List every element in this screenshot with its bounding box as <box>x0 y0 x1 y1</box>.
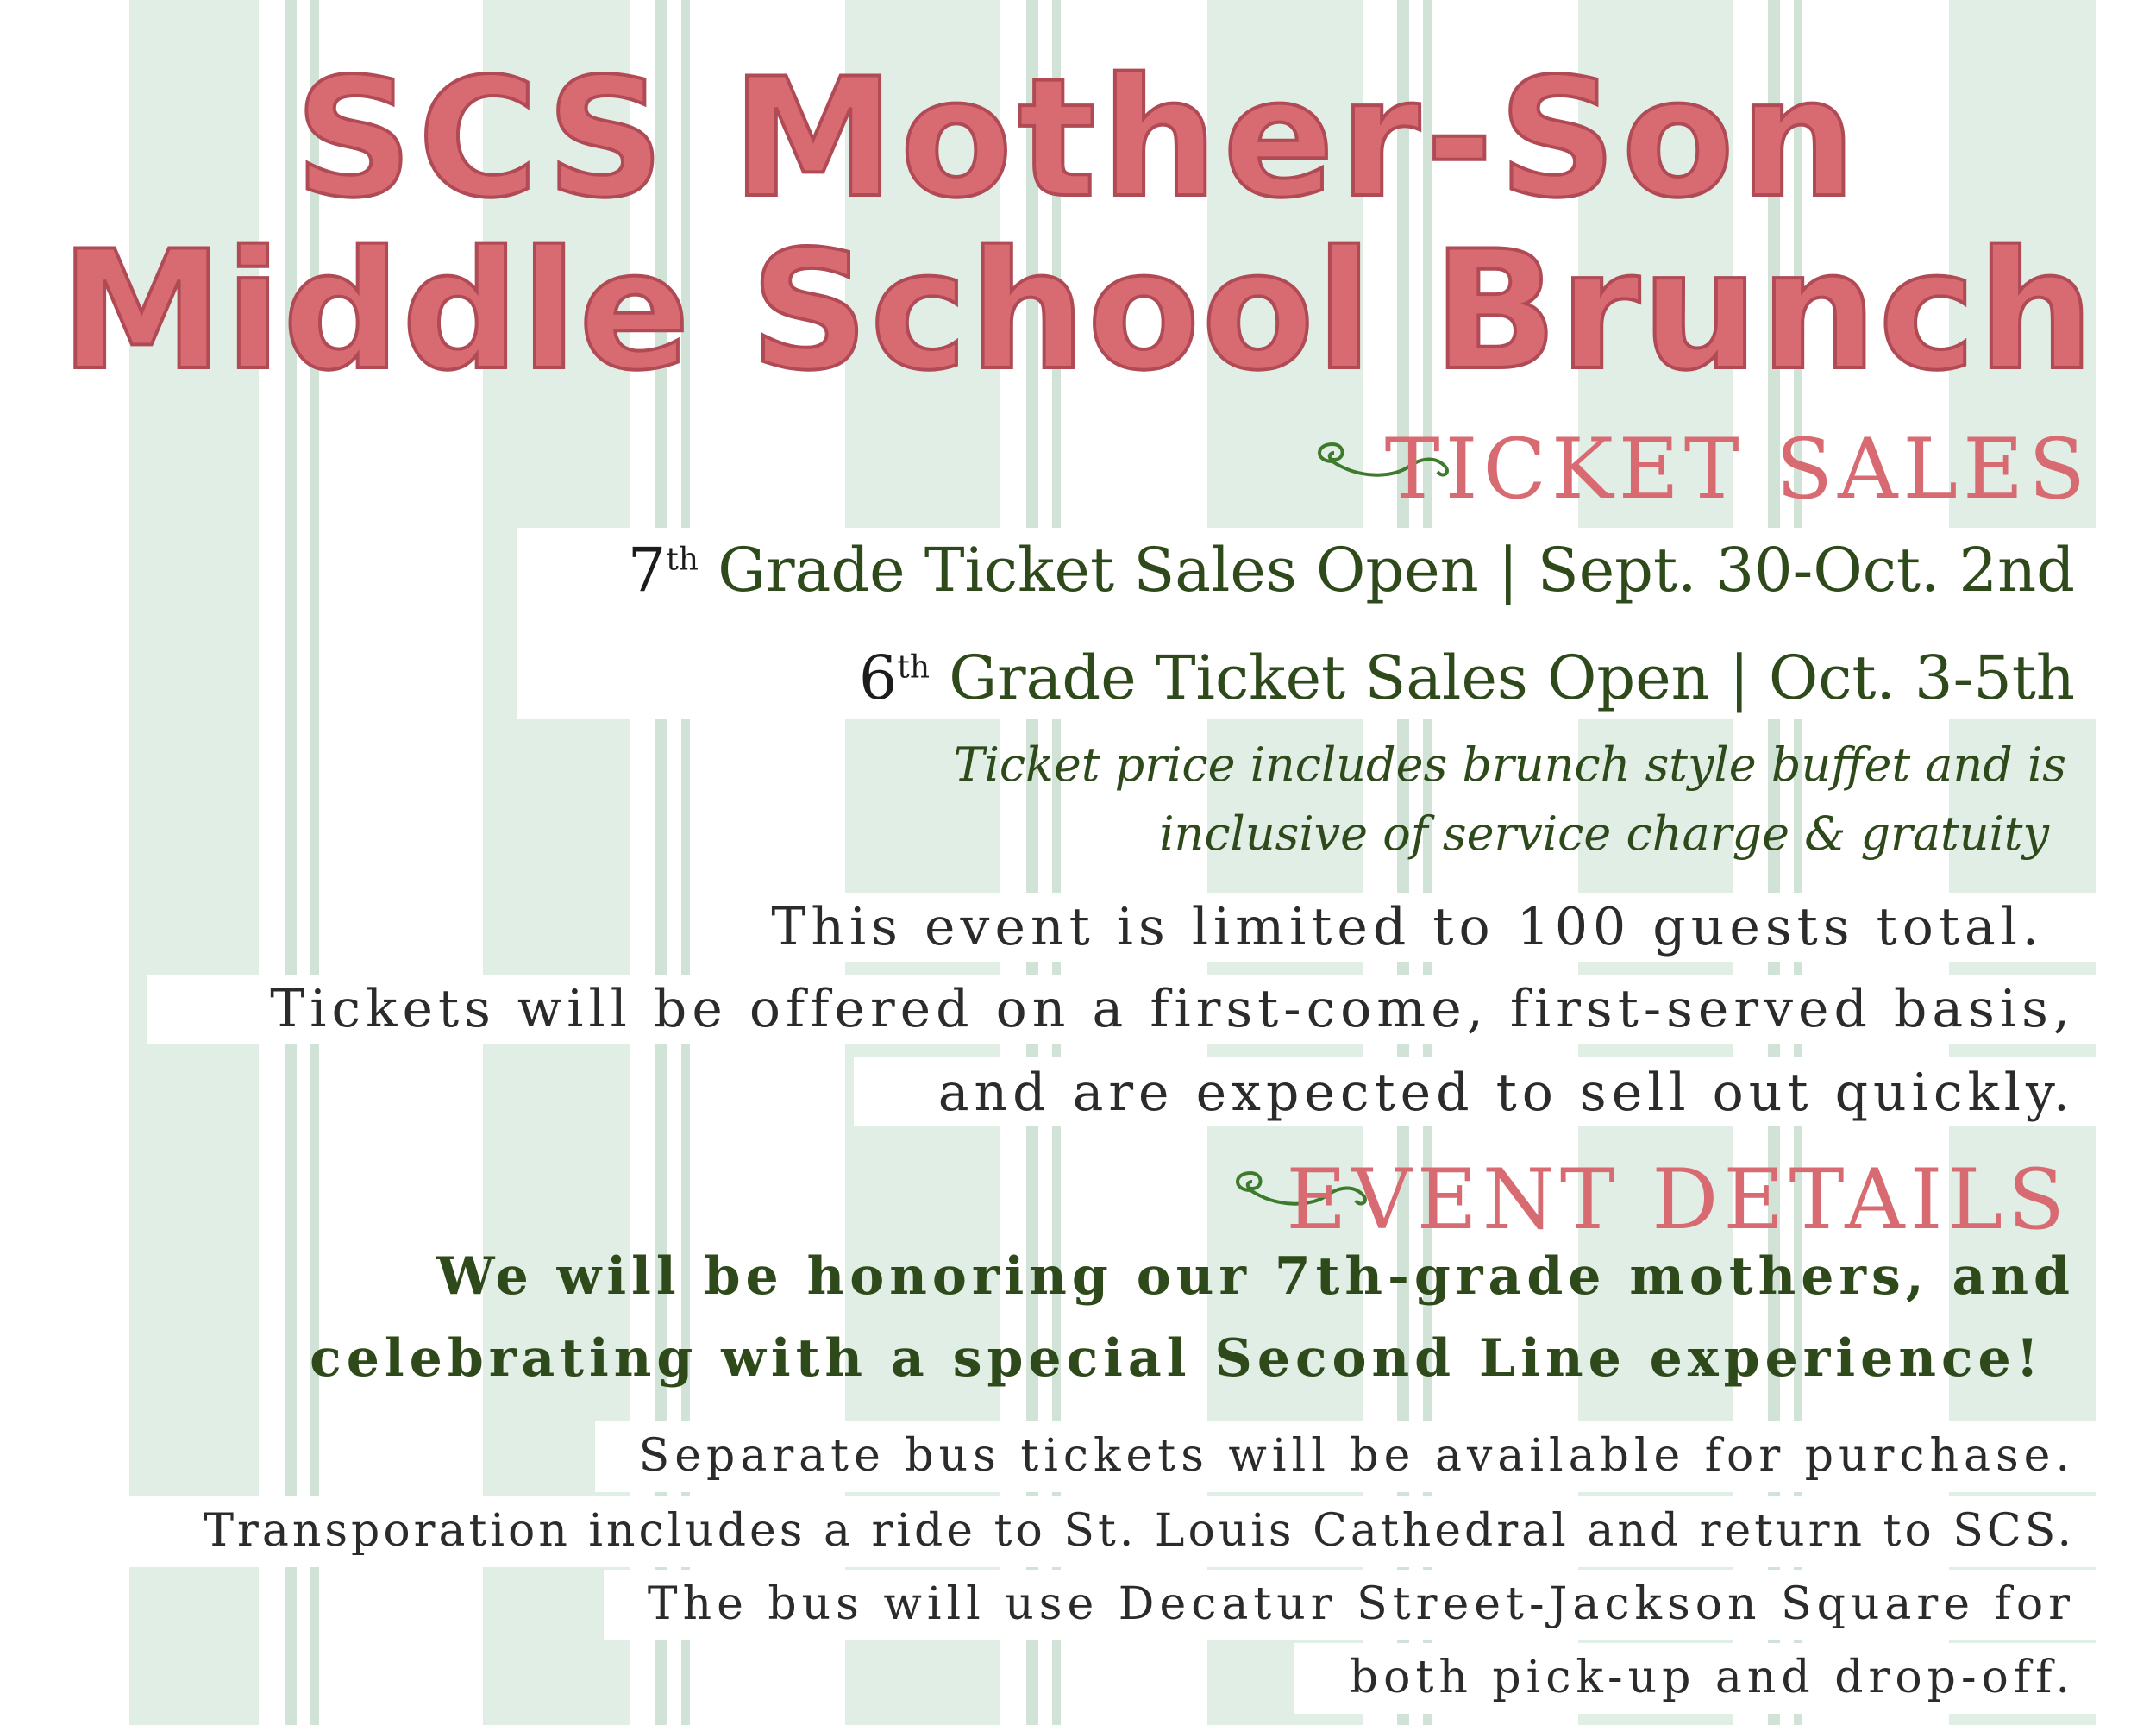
ticket-sales-heading: TICKET SALES <box>1384 421 2090 518</box>
limit-line1: This event is limited to 100 guests total. <box>771 897 2044 957</box>
bus-line3: The bus will use Decatur Street-Jackson Square for <box>647 1578 2075 1630</box>
limit-line3: and are expected to sell out quickly. <box>937 1063 2075 1123</box>
bus-line4: both pick-up and drop-off. <box>1349 1652 2075 1703</box>
grade6-sales-line <box>859 643 2075 713</box>
grade7-suffix: th <box>666 542 699 578</box>
grade6-suffix: th <box>897 649 931 686</box>
bus-line2: Transporation includes a ride to St. Louis Cathedral and return to SCS. <box>204 1505 2075 1557</box>
price-note-line2: inclusive of service charge & gratuity <box>1159 806 2049 861</box>
honor-line2: celebrating with a special Second Line experience! <box>310 1328 2044 1389</box>
honor-line1: We will be honoring our 7th-grade mothers, and <box>436 1246 2075 1307</box>
page-title-line2: Middle School Brunch <box>60 216 2096 406</box>
grade6-number: 6 <box>858 643 898 713</box>
price-note-line1: Ticket price includes brunch style buffet and is <box>953 737 2066 792</box>
page-title-line1: SCS Mother-Son <box>294 43 1862 234</box>
grade6-text: Grade Ticket Sales Open | Oct. 3-5th <box>930 643 2075 713</box>
grade7-text: Grade Ticket Sales Open | Sept. 30-Oct. 2nd <box>698 535 2075 605</box>
grade7-number: 7 <box>627 535 667 605</box>
limit-line2: Tickets will be offered on a first-come, first-served basis, <box>270 979 2075 1039</box>
grade7-sales-line <box>628 535 2075 605</box>
bus-line1: Separate bus tickets will be available for purchase. <box>638 1430 2075 1482</box>
event-details-heading: EVENT DETAILS <box>1286 1151 2070 1248</box>
